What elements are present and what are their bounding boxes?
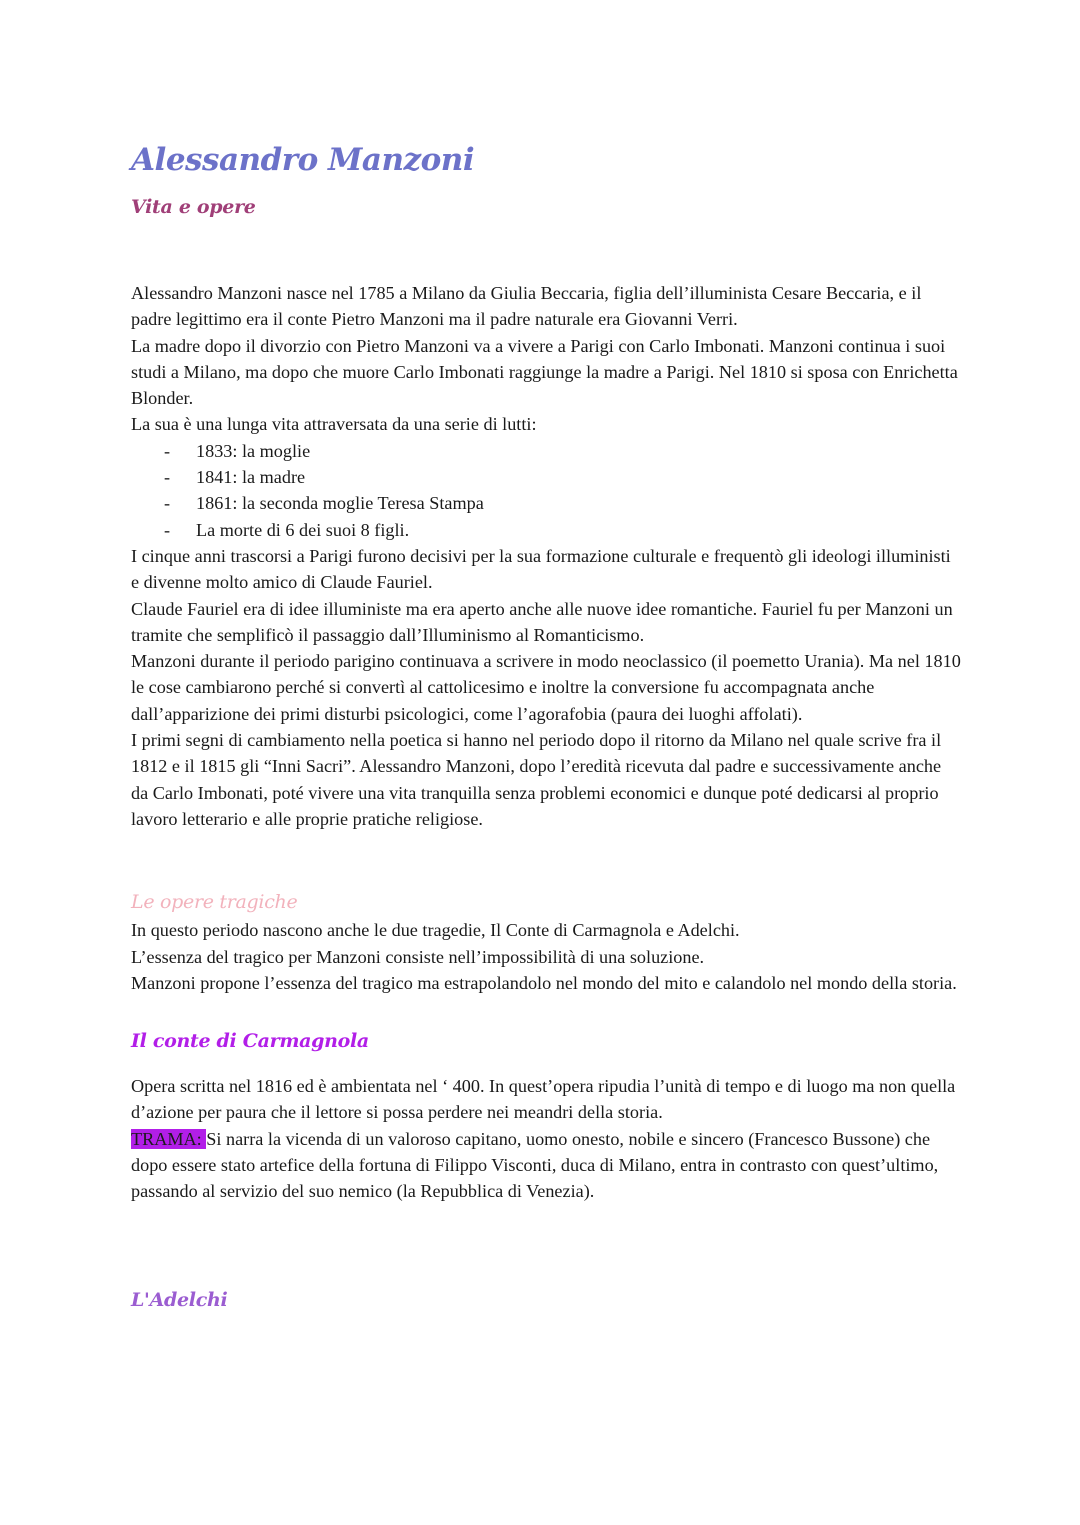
tragiche-paragraph-1: In questo periodo nascono anche le due tragedie, Il Conte di Carmagnola e Adelchi.: [131, 920, 740, 941]
carmagnola-trama: [131, 1126, 961, 1205]
trama-text: Si narra la vicenda di un valoroso capitano, uomo onesto, nobile e sincero (Francesco Bussone) che dopo essere stato artefice della fortuna di Filippo Visconti, duca di Milano, entra in contrasto con quest’ultimo, passando al servizio del suo nemico (la Repubblica di Venezia).: [131, 1128, 939, 1202]
vita-paragraph-7: I primi segni di cambiamento nella poetica si hanno nel periodo dopo il ritorno da Milano nel quale scrive fra il 1812 e il 1815 gli “Inni Sacri”. Alessandro Manzoni, dopo l’eredità ricevuta dal padre e successivamente anche da Carlo Imbonati, poté vivere una vita tranquilla senza problemi economici e dunque poté dedicarsi al proprio lavoro letterario e alle proprie pratiche religiose.: [131, 730, 942, 829]
section-heading-adelchi: L'Adelchi: [131, 1288, 228, 1311]
dash-bullet: -: [164, 519, 171, 540]
trama-highlight-label: TRAMA:: [131, 1128, 207, 1149]
page-title: Alessandro Manzoni: [131, 142, 475, 178]
list-item-text: 1841: la madre: [196, 467, 306, 488]
tragiche-paragraph-3: Manzoni propone l’essenza del tragico ma estrapolandolo nel mondo del mito e calandolo nel mondo della storia.: [131, 972, 957, 993]
tragiche-paragraph-2: L’essenza del tragico per Manzoni consiste nell’impossibilità di una soluzione.: [131, 946, 705, 967]
vita-paragraph-6: Manzoni durante il periodo parigino continuava a scrivere in modo neoclassico (il poemetto Urania). Ma nel 1810 le cose cambiarono perché si convertì al cattolicesimo e inoltre la conversione fu accompagnata anche dall’apparizione dei primi disturbi psicologici, come l’agorafobia (paura dei luoghi affolati).: [131, 651, 961, 724]
vita-paragraph-5: Claude Fauriel era di idee illuministe ma era aperto anche alle nuove idee romantiche. Fauriel fu per Manzoni un tramite che semplificò il passaggio dall’Illuminismo al Romanticismo.: [131, 598, 953, 645]
section-heading-tragiche: Le opere tragiche: [131, 891, 298, 914]
vita-paragraph-2: La madre dopo il divorzio con Pietro Manzoni va a vivere a Parigi con Carlo Imbonati. Manzoni continua i suoi studi a Milano, ma dopo che muore Carlo Imbonati raggiunge la madre a Parigi. Nel 1810 si sposa con Enrichetta Blonder.: [131, 335, 958, 409]
carmagnola-paragraph-1: Opera scritta nel 1816 ed è ambientata nel ‘ 400. In quest’opera ripudia l’unità di tempo e di luogo ma non quella d’azione per paura che il lettore si possa perdere nei meandri della storia.: [131, 1076, 956, 1123]
list-item-text: La morte di 6 dei suoi 8 figli.: [196, 519, 410, 540]
lutti-list: [131, 438, 961, 543]
spacer: [131, 225, 961, 280]
vita-paragraph-4: I cinque anni trascorsi a Parigi furono decisivi per la sua formazione culturale e frequentò gli ideologi illuministi e divenne molto amico di Claude Fauriel.: [131, 545, 951, 593]
spacer: [131, 832, 961, 887]
section-heading-carmagnola: Il conte di Carmagnola: [131, 1030, 369, 1053]
vita-paragraph-3: La sua è una lunga vita attraversata da una serie di lutti:: [131, 414, 537, 435]
spacer: [131, 1058, 961, 1073]
document-content: [131, 132, 961, 1317]
vita-paragraph-1: Alessandro Manzoni nasce nel 1785 a Milano da Giulia Beccaria, figlia dell’illuminista Cesare Beccaria, e il padre legittimo era il conte Pietro Manzoni ma il padre naturale era Giovanni Verri.: [131, 283, 922, 330]
list-item: [131, 490, 961, 516]
list-item-text: 1833: la moglie: [196, 440, 311, 461]
spacer: [131, 1205, 961, 1283]
section-heading-vita: Vita e opere: [131, 196, 256, 218]
spacer: [131, 996, 961, 1024]
dash-bullet: -: [164, 493, 171, 514]
list-item-text: 1861: la seconda moglie Teresa Stampa: [196, 493, 484, 514]
list-item: [131, 464, 961, 490]
list-item: [131, 517, 961, 543]
dash-bullet: -: [164, 467, 171, 488]
list-item: [131, 438, 961, 464]
dash-bullet: -: [164, 440, 171, 461]
